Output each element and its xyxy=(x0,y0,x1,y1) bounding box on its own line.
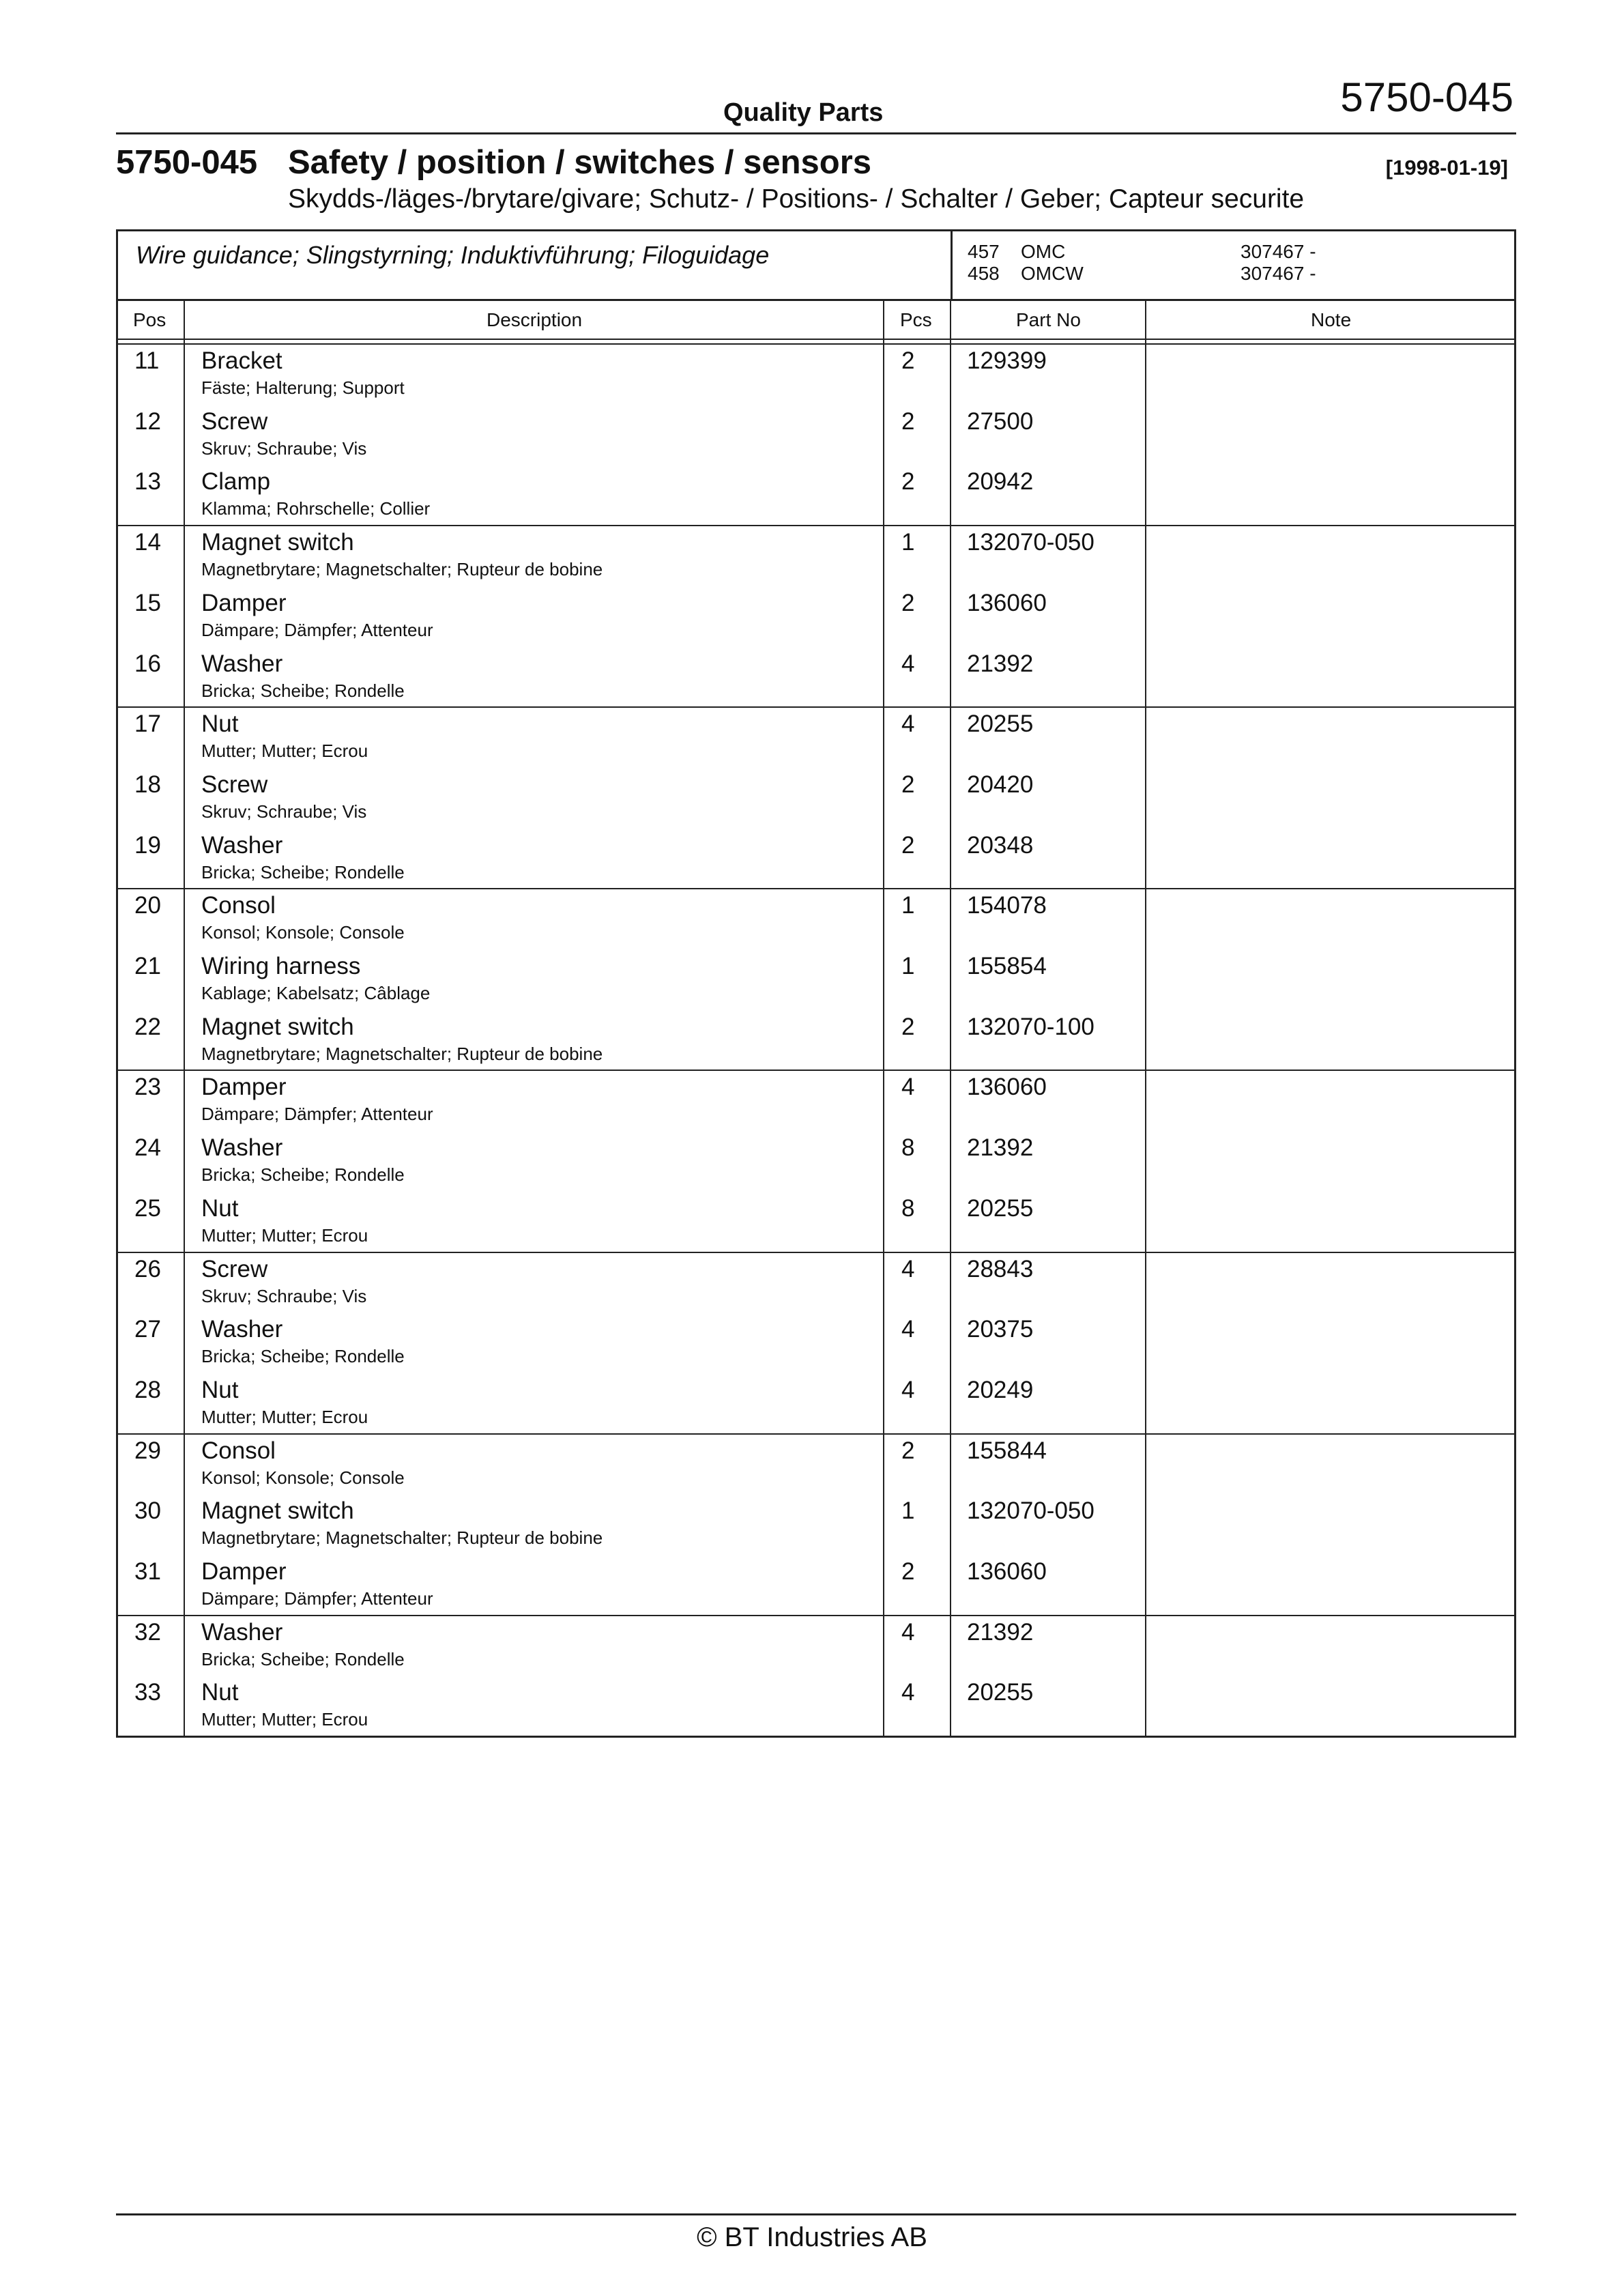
model-name: OMCW xyxy=(1021,263,1084,284)
row-translations: Fäste; Halterung; Support xyxy=(201,377,405,398)
row-translations: Magnetbrytare; Magnetschalter; Rupteur de bobine xyxy=(201,1527,603,1549)
section-title: Safety / position / switches / sensors xyxy=(288,144,872,181)
section-code: 5750-045 xyxy=(116,144,258,181)
row-description: Nut xyxy=(201,711,239,738)
table-row xyxy=(118,1676,1514,1736)
row-description: Wiring harness xyxy=(201,953,361,979)
model-serial: 307467 - xyxy=(1241,263,1316,284)
row-pcs: 2 xyxy=(901,831,915,859)
row-translations: Dämpare; Dämpfer; Attenteur xyxy=(201,1588,433,1609)
row-description: Screw xyxy=(201,1255,268,1282)
header-rule xyxy=(116,132,1516,134)
row-pos: 14 xyxy=(134,529,161,556)
section-subtitle: Skydds-/läges-/brytare/givare; Schutz- / Positions- / Schalter / Geber; Capteur securite xyxy=(288,184,1305,214)
row-part-no: 21392 xyxy=(967,1134,1034,1162)
info-row xyxy=(118,231,1514,300)
row-description: Washer xyxy=(201,1618,283,1646)
row-pcs: 2 xyxy=(901,347,915,374)
table-row xyxy=(118,1313,1514,1373)
row-pcs: 2 xyxy=(901,407,915,435)
model-serial: 307467 - xyxy=(1241,241,1316,262)
row-pos: 19 xyxy=(134,831,161,859)
column-header-rule xyxy=(118,339,1514,340)
row-description: Screw xyxy=(201,771,268,798)
row-translations: Dämpare; Dämpfer; Attenteur xyxy=(201,619,433,640)
row-pos: 11 xyxy=(134,347,160,374)
row-part-no: 20255 xyxy=(967,1194,1034,1222)
row-pos: 28 xyxy=(134,1376,161,1403)
row-description: Magnet switch xyxy=(201,1497,354,1525)
table-row xyxy=(118,1495,1514,1555)
row-pos: 26 xyxy=(134,1255,161,1282)
row-part-no: 132070-050 xyxy=(967,529,1094,556)
row-pos: 18 xyxy=(134,771,161,798)
table-row xyxy=(118,1435,1514,1495)
row-description: Damper xyxy=(201,1074,287,1101)
column-header-pos: Pos xyxy=(133,309,166,330)
row-pcs: 2 xyxy=(901,1013,915,1040)
row-translations: Mutter; Mutter; Ecrou xyxy=(201,1224,368,1246)
row-pcs: 4 xyxy=(901,1074,915,1101)
row-pos: 33 xyxy=(134,1679,161,1706)
row-pcs: 8 xyxy=(901,1194,915,1222)
info-rule xyxy=(118,299,1514,301)
row-part-no: 136060 xyxy=(967,1074,1047,1101)
row-pos: 21 xyxy=(134,953,161,979)
row-pos: 23 xyxy=(134,1074,161,1101)
row-pcs: 4 xyxy=(901,650,915,677)
row-description: Washer xyxy=(201,1316,283,1343)
info-divider xyxy=(951,231,953,300)
column-header-description: Description xyxy=(487,309,583,330)
model-name: OMC xyxy=(1021,241,1066,262)
row-part-no: 132070-050 xyxy=(967,1497,1094,1525)
row-translations: Dämpare; Dämpfer; Attenteur xyxy=(201,1104,433,1125)
copyright: © BT Industries AB xyxy=(697,2222,927,2252)
row-part-no: 21392 xyxy=(967,650,1034,677)
row-translations: Magnetbrytare; Magnetschalter; Rupteur de bobine xyxy=(201,1043,603,1064)
row-part-no: 132070-100 xyxy=(967,1013,1094,1040)
row-description: Consol xyxy=(201,892,276,919)
row-description: Nut xyxy=(201,1376,239,1403)
row-pos: 15 xyxy=(134,589,161,616)
section-date: [1998-01-19] xyxy=(1385,156,1508,180)
row-pos: 13 xyxy=(134,468,161,496)
table-row xyxy=(118,648,1514,708)
row-part-no: 155854 xyxy=(967,953,1047,979)
row-description: Screw xyxy=(201,407,268,435)
row-pcs: 2 xyxy=(901,1558,915,1585)
table-row xyxy=(118,829,1514,889)
row-translations: Skruv; Schraube; Vis xyxy=(201,801,367,822)
document-code: 5750-045 xyxy=(1340,74,1513,120)
row-description: Damper xyxy=(201,1558,287,1585)
table-row xyxy=(118,1253,1514,1313)
row-part-no: 136060 xyxy=(967,589,1047,616)
row-translations: Kablage; Kabelsatz; Câblage xyxy=(201,983,431,1003)
row-translations: Bricka; Scheibe; Rondelle xyxy=(201,680,405,701)
column-header-note: Note xyxy=(1311,309,1352,330)
row-description: Nut xyxy=(201,1679,239,1706)
row-description: Washer xyxy=(201,831,283,859)
row-translations: Skruv; Schraube; Vis xyxy=(201,1285,367,1306)
row-pcs: 4 xyxy=(901,711,915,738)
row-pos: 12 xyxy=(134,407,161,435)
row-part-no: 20420 xyxy=(967,771,1034,798)
table-row xyxy=(118,1192,1514,1252)
model-number: 458 xyxy=(968,263,1000,284)
row-pcs: 4 xyxy=(901,1376,915,1403)
row-description: Magnet switch xyxy=(201,1013,354,1040)
table-row xyxy=(118,1011,1514,1071)
row-part-no: 20375 xyxy=(967,1316,1034,1343)
row-translations: Konsol; Konsole; Console xyxy=(201,922,405,943)
row-translations: Klamma; Rohrschelle; Collier xyxy=(201,498,431,519)
model-number: 457 xyxy=(968,241,1000,262)
table-row xyxy=(118,465,1514,526)
row-part-no: 20348 xyxy=(967,831,1034,859)
row-part-no: 20942 xyxy=(967,468,1034,496)
row-pos: 17 xyxy=(134,711,161,738)
table-row xyxy=(118,708,1514,768)
row-translations: Bricka; Scheibe; Rondelle xyxy=(201,861,405,882)
row-translations: Konsol; Konsole; Console xyxy=(201,1467,405,1488)
row-translations: Bricka; Scheibe; Rondelle xyxy=(201,1346,405,1367)
row-pcs: 1 xyxy=(901,1497,915,1525)
row-pcs: 4 xyxy=(901,1255,915,1282)
row-part-no: 28843 xyxy=(967,1255,1034,1282)
row-pos: 30 xyxy=(134,1497,161,1525)
model-line xyxy=(968,241,1316,263)
footer-rule xyxy=(116,2213,1516,2215)
row-translations: Mutter; Mutter; Ecrou xyxy=(201,741,368,762)
row-part-no: 20255 xyxy=(967,711,1034,738)
row-pcs: 1 xyxy=(901,953,915,979)
row-description: Magnet switch xyxy=(201,529,354,556)
table-row xyxy=(118,769,1514,829)
table-row xyxy=(118,587,1514,647)
column-header-pcs: Pcs xyxy=(900,309,932,330)
table-row xyxy=(118,950,1514,1010)
row-part-no: 20249 xyxy=(967,1376,1034,1403)
brand-label: Quality Parts xyxy=(723,98,884,127)
row-pos: 20 xyxy=(134,892,161,919)
row-description: Nut xyxy=(201,1194,239,1222)
table-row xyxy=(118,1071,1514,1131)
row-pcs: 2 xyxy=(901,468,915,496)
row-pos: 22 xyxy=(134,1013,161,1040)
row-translations: Mutter; Mutter; Ecrou xyxy=(201,1406,368,1427)
row-part-no: 21392 xyxy=(967,1618,1034,1646)
table-row xyxy=(118,1616,1514,1676)
row-part-no: 20255 xyxy=(967,1679,1034,1706)
row-pos: 24 xyxy=(134,1134,161,1162)
row-pcs: 4 xyxy=(901,1679,915,1706)
row-part-no: 155844 xyxy=(967,1437,1047,1464)
row-description: Clamp xyxy=(201,468,271,496)
table-row xyxy=(118,526,1514,586)
table-row xyxy=(118,1555,1514,1616)
table-row xyxy=(118,345,1514,405)
row-pcs: 1 xyxy=(901,892,915,919)
row-pos: 31 xyxy=(134,1558,161,1585)
row-pcs: 4 xyxy=(901,1316,915,1343)
row-description: Damper xyxy=(201,589,287,616)
table-row xyxy=(118,405,1514,465)
row-pcs: 8 xyxy=(901,1134,915,1162)
group-description: Wire guidance; Slingstyrning; Induktivführung; Filoguidage xyxy=(136,241,770,269)
row-pcs: 2 xyxy=(901,1437,915,1464)
row-pos: 16 xyxy=(134,650,161,677)
row-translations: Skruv; Schraube; Vis xyxy=(201,437,367,459)
row-pos: 29 xyxy=(134,1437,161,1464)
row-pcs: 2 xyxy=(901,589,915,616)
row-part-no: 27500 xyxy=(967,407,1034,435)
table-row xyxy=(118,1374,1514,1434)
parts-table xyxy=(116,229,1516,1738)
row-translations: Bricka; Scheibe; Rondelle xyxy=(201,1164,405,1186)
row-pos: 32 xyxy=(134,1618,161,1646)
row-description: Bracket xyxy=(201,347,282,374)
row-part-no: 154078 xyxy=(967,892,1047,919)
row-description: Consol xyxy=(201,1437,276,1464)
row-translations: Bricka; Scheibe; Rondelle xyxy=(201,1648,405,1669)
row-description: Washer xyxy=(201,1134,283,1162)
row-pcs: 2 xyxy=(901,771,915,798)
row-translations: Magnetbrytare; Magnetschalter; Rupteur de bobine xyxy=(201,559,603,580)
table-row xyxy=(118,1132,1514,1192)
row-pos: 25 xyxy=(134,1194,161,1222)
row-part-no: 136060 xyxy=(967,1558,1047,1585)
row-translations: Mutter; Mutter; Ecrou xyxy=(201,1709,368,1730)
row-pos: 27 xyxy=(134,1316,161,1343)
row-pcs: 4 xyxy=(901,1618,915,1646)
model-line xyxy=(968,263,1316,285)
row-part-no: 129399 xyxy=(967,347,1047,374)
row-description: Washer xyxy=(201,650,283,677)
table-row xyxy=(118,889,1514,949)
row-pcs: 1 xyxy=(901,529,915,556)
column-header-part-no: Part No xyxy=(1016,309,1081,330)
